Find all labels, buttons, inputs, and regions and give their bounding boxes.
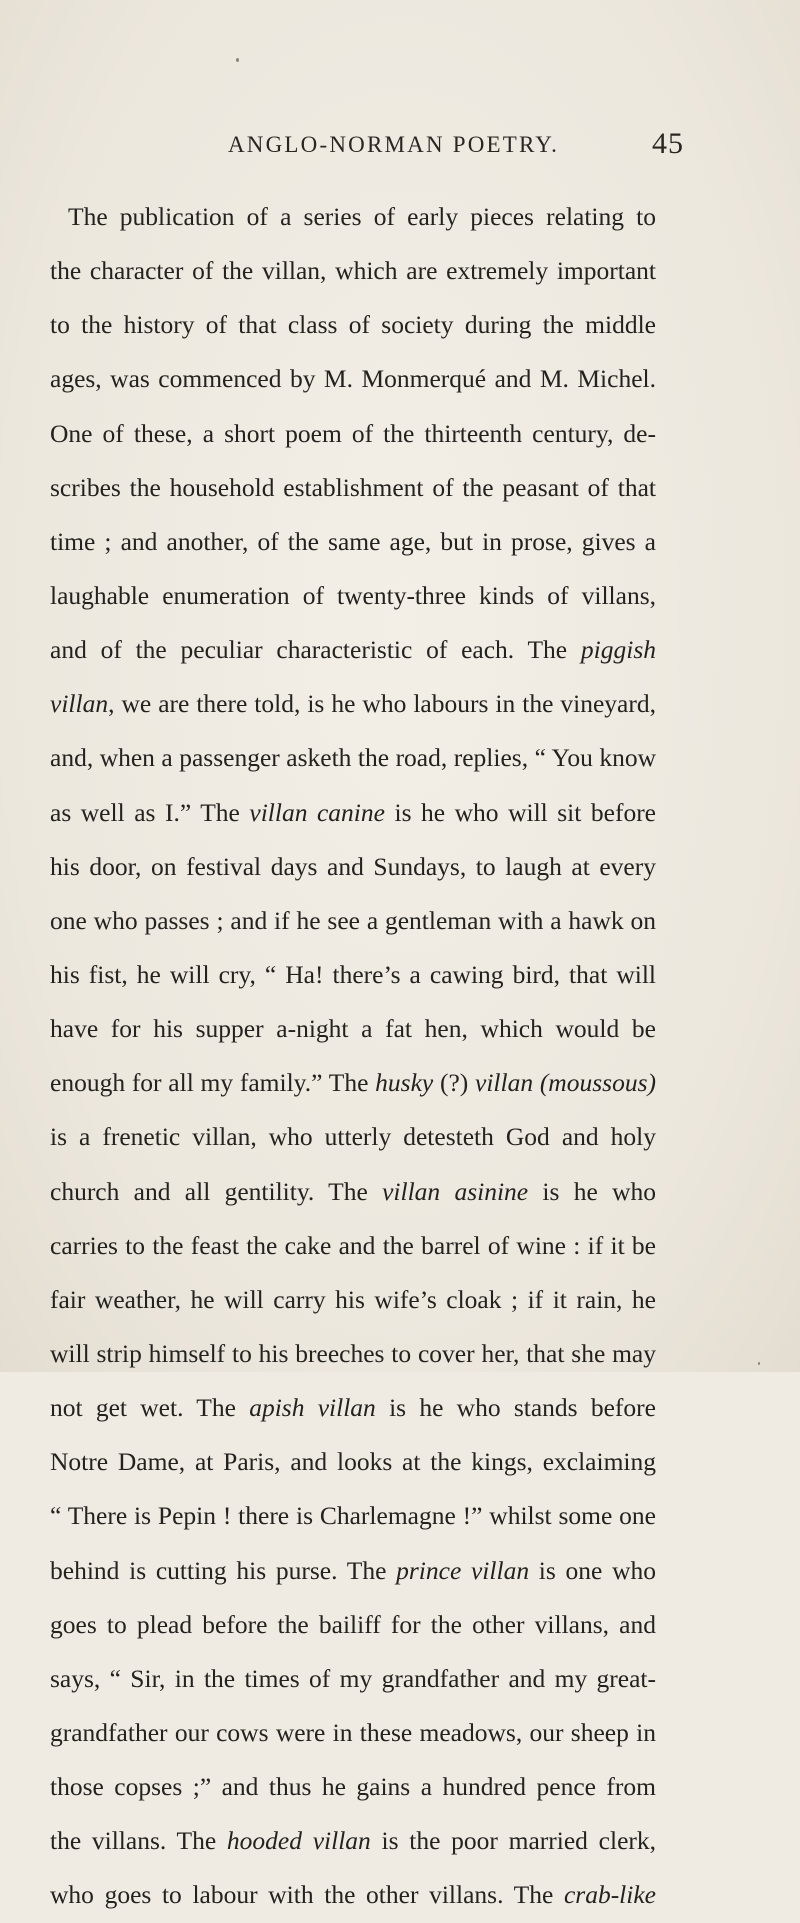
text-segment: says, “ Sir, in the times of my grandfather and my great- xyxy=(50,1663,656,1693)
text-line xyxy=(50,1598,656,1652)
text-line xyxy=(50,352,656,406)
text-segment: enough for all my family.” The xyxy=(50,1068,376,1098)
text-segment: not get wet. The xyxy=(50,1393,250,1423)
text-segment: The publication of a series of early pieces relating to xyxy=(68,202,656,231)
text-segment: One of these, a short poem of the thirteenth century, de- xyxy=(50,418,656,448)
text-line xyxy=(50,1327,656,1381)
text-line xyxy=(50,623,656,677)
text-segment: the character of the villan, which are extremely important xyxy=(50,256,656,286)
text-segment: and, when a passenger asketh the road, replies, “ You know xyxy=(50,743,656,773)
text-line xyxy=(50,1868,656,1922)
text-segment: time ; and another, of the same age, but in prose, gives a xyxy=(50,526,656,556)
text-line xyxy=(50,1273,656,1327)
italic-term: prince villan xyxy=(396,1555,530,1585)
text-line xyxy=(50,894,656,948)
text-line xyxy=(50,840,656,894)
body-text xyxy=(50,190,656,1923)
text-segment: is he who xyxy=(528,1176,657,1206)
text-line xyxy=(50,1435,656,1489)
text-segment: is a frenetic villan, who utterly detesteth God and holy xyxy=(50,1122,656,1152)
text-segment: and of the peculiar characteristic of each. The xyxy=(50,635,581,665)
italic-term: apish villan xyxy=(249,1393,376,1423)
text-line xyxy=(50,190,656,244)
italic-term: villan (moussous) xyxy=(475,1068,656,1098)
text-line xyxy=(50,1760,656,1814)
text-line xyxy=(50,731,656,785)
text-line xyxy=(50,1381,656,1435)
text-line xyxy=(50,1489,656,1543)
italic-term: villan asinine xyxy=(382,1176,529,1206)
text-line xyxy=(50,569,656,623)
text-line xyxy=(50,677,656,731)
text-segment: ages, was commenced by M. Monmerqué and M. Michel. xyxy=(50,364,656,394)
text-line xyxy=(50,1165,656,1219)
text-segment: Notre Dame, at Paris, and looks at the kings, exclaiming xyxy=(50,1447,656,1477)
italic-term: husky xyxy=(375,1068,434,1098)
text-line xyxy=(50,1002,656,1056)
text-line xyxy=(50,1056,656,1110)
text-line xyxy=(50,948,656,1002)
text-line xyxy=(50,244,656,298)
text-segment: is the poor married clerk, xyxy=(370,1826,656,1856)
text-segment: (?) xyxy=(433,1068,475,1098)
text-line xyxy=(50,515,656,569)
text-segment: one who passes ; and if he see a gentleman with a hawk on xyxy=(50,905,656,935)
italic-term: villan canine xyxy=(249,797,385,827)
text-segment: will strip himself to his breeches to cover her, that she may xyxy=(50,1338,656,1368)
italic-term: hooded villan xyxy=(226,1826,371,1856)
text-segment: laughable enumeration of twenty-three kinds of villans, xyxy=(50,580,656,610)
text-segment: carries to the feast the cake and the barrel of wine : if it be xyxy=(50,1230,656,1260)
text-segment: scribes the household establishment of the peasant of that xyxy=(50,472,656,502)
text-line xyxy=(50,1706,656,1760)
text-line xyxy=(50,786,656,840)
text-segment: fair weather, he will carry his wife’s cloak ; if it rain, he xyxy=(50,1284,656,1314)
text-segment: as well as I.” The xyxy=(50,797,250,827)
text-segment: who goes to labour with the other villans. The xyxy=(50,1880,564,1910)
text-segment: those copses ;” and thus he gains a hundred pence from xyxy=(50,1772,656,1802)
text-segment: behind is cutting his purse. The xyxy=(50,1555,397,1585)
text-line xyxy=(50,1652,656,1706)
text-line xyxy=(50,1110,656,1164)
text-segment: “ There is Pepin ! there is Charlemagne !” whilst some one xyxy=(50,1501,656,1531)
paper-speck xyxy=(758,1362,760,1365)
text-segment: grandfather our cows were in these meadows, our sheep in xyxy=(50,1717,656,1747)
paper-speck xyxy=(236,58,239,62)
text-line xyxy=(50,407,656,461)
text-line xyxy=(50,1814,656,1868)
text-segment: is one who xyxy=(529,1555,656,1585)
text-line xyxy=(50,1219,656,1273)
text-segment: his door, on festival days and Sundays, to laugh at every xyxy=(50,851,656,881)
italic-term: villan xyxy=(50,689,109,719)
text-segment: the villans. The xyxy=(50,1826,227,1856)
text-segment: church and all gentility. The xyxy=(50,1176,383,1206)
text-line xyxy=(50,1544,656,1598)
page-number: 45 xyxy=(652,127,684,160)
text-segment: his fist, he will cry, “ Ha! there’s a cawing bird, that will xyxy=(50,959,656,989)
text-segment: , we are there told, is he who labours in the vineyard, xyxy=(108,689,656,719)
text-line xyxy=(50,461,656,515)
text-segment: is he who will sit before xyxy=(384,797,656,827)
italic-term: piggish xyxy=(580,635,656,665)
text-segment: goes to plead before the bailiff for the other villans, and xyxy=(50,1609,656,1639)
text-segment: to the history of that class of society during the middle xyxy=(50,310,656,340)
text-segment: is he who stands before xyxy=(375,1393,656,1423)
text-segment: have for his supper a-night a fat hen, which would be xyxy=(50,1014,656,1044)
running-title: ANGLO-NORMAN POETRY. xyxy=(228,132,560,157)
italic-term: crab-like xyxy=(563,1880,656,1910)
text-line xyxy=(50,298,656,352)
